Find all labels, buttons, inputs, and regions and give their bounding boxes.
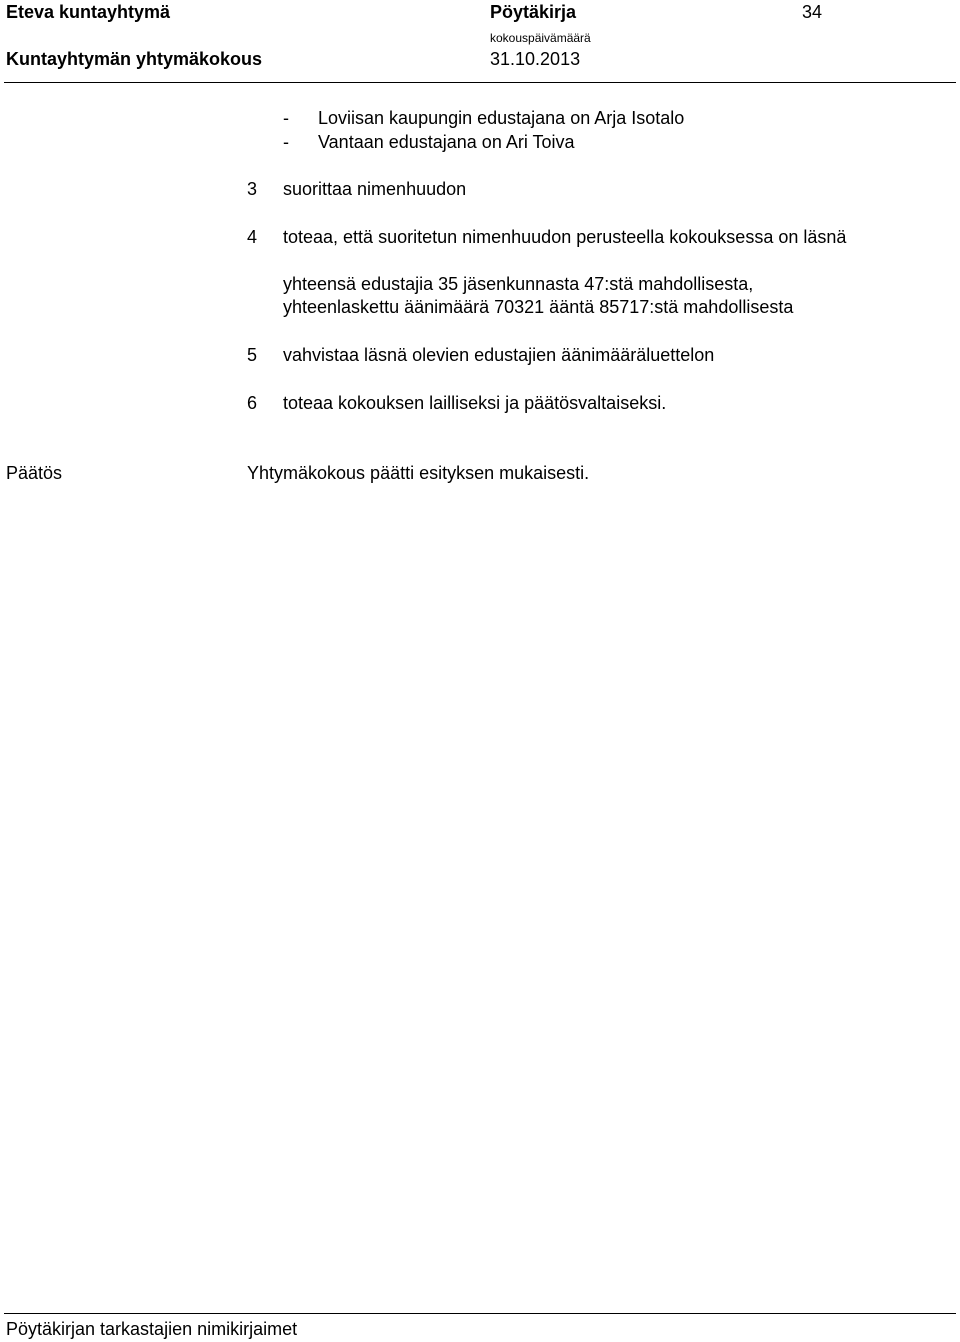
- meeting-date: 31.10.2013: [490, 49, 581, 69]
- bullet-text-loviisa: Loviisan kaupungin edustajana on Arja Isotalo: [318, 108, 685, 128]
- header-divider: [4, 82, 956, 83]
- footer-text: Pöytäkirjan tarkastajien nimikirjaimet: [6, 1319, 298, 1339]
- date-label: kokouspäivämäärä: [490, 31, 591, 45]
- item-number: 5: [247, 345, 258, 365]
- item-text: suorittaa nimenhuudon: [283, 179, 467, 199]
- item-number: 6: [247, 393, 258, 413]
- attendance-line: yhteensä edustajia 35 jäsenkunnasta 47:stä mahdollisesta,: [283, 274, 754, 294]
- item-number: 3: [247, 179, 258, 199]
- document-type: Pöytäkirja: [490, 2, 577, 22]
- decision-text: Yhtymäkokous päätti esityksen mukaisesti.: [247, 463, 590, 483]
- decision-label: Päätös: [6, 463, 63, 483]
- page-number: 34: [802, 2, 823, 22]
- bullet-marker: -: [283, 108, 289, 128]
- attendance-line: yhteenlaskettu äänimäärä 70321 ääntä 85717:stä mahdollisesta: [283, 297, 794, 317]
- footer-divider: [4, 1313, 956, 1314]
- item-text: toteaa kokouksen lailliseksi ja päätösvaltaiseksi.: [283, 393, 667, 413]
- meeting-name: Kuntayhtymän yhtymäkokous: [6, 49, 263, 69]
- item-number: 4: [247, 227, 258, 247]
- item-text: vahvistaa läsnä olevien edustajien äänimääräluettelon: [283, 345, 715, 365]
- bullet-marker: -: [283, 132, 289, 152]
- bullet-text-vantaa: Vantaan edustajana on Ari Toiva: [318, 132, 575, 152]
- item-text: toteaa, että suoritetun nimenhuudon perusteella kokouksessa on läsnä: [283, 227, 847, 247]
- organization-name: Eteva kuntayhtymä: [6, 2, 171, 22]
